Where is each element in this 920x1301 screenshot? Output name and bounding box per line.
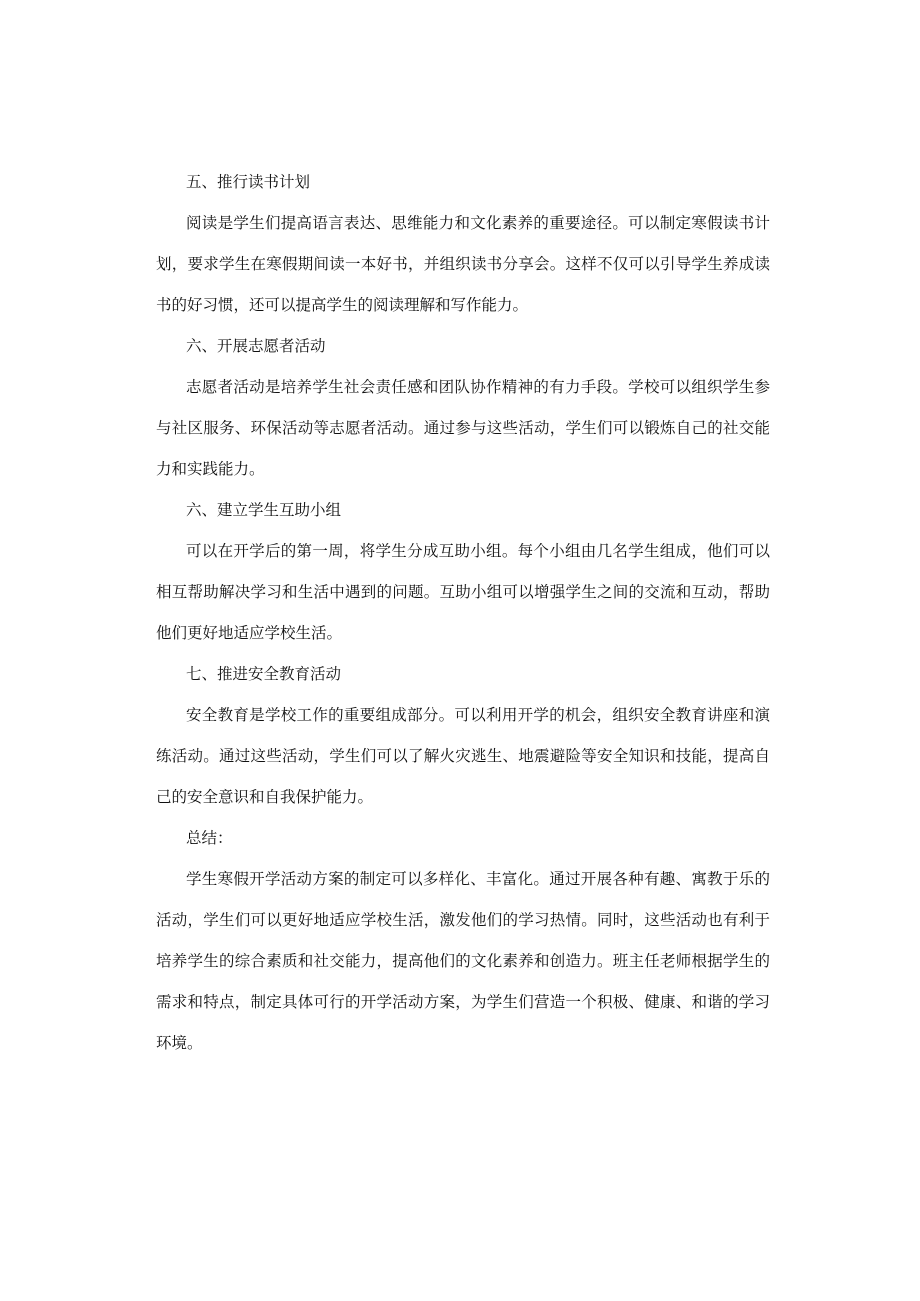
section-paragraph [156,536,770,648]
section-paragraph [156,864,770,1058]
paragraph-line: 培养学生的综合素质和社交能力，提高他们的文化素养和创造力。班主任老师根据学生的 [156,952,770,970]
paragraph-line: 划，要求学生在寒假期间读一本好书，并组织读书分享会。这样不仅可以引导学生养成读 [156,255,770,273]
section-paragraph [156,208,770,320]
section-heading: 六、建立学生互助小组 [186,501,342,519]
paragraph-line: 练活动。通过这些活动，学生们可以了解火灾逃生、地震避险等安全知识和技能，提高自 [156,747,770,765]
paragraph-line: 己的安全意识和自我保护能力。 [156,788,374,806]
paragraph-line: 学生寒假开学活动方案的制定可以多样化、丰富化。通过开展各种有趣、寓教于乐的 [186,870,770,888]
section-volunteer [156,331,770,484]
paragraph-line: 力和实践能力。 [156,460,265,478]
paragraph-line: 志愿者活动是培养学生社会责任感和团队协作精神的有力手段。学校可以组织学生参 [186,378,770,396]
paragraph-line: 相互帮助解决学习和生活中遇到的问题。互助小组可以增强学生之间的交流和互动，帮助 [156,583,770,601]
paragraph-line: 可以在开学后的第一周，将学生分成互助小组。每个小组由几名学生组成，他们可以 [186,542,770,560]
paragraph-line: 需求和特点，制定具体可行的开学活动方案，为学生们营造一个积极、健康、和谐的学习 [156,993,770,1011]
section-heading: 五、推行读书计划 [186,173,311,191]
section-reading-plan [156,167,770,320]
section-paragraph [156,700,770,812]
paragraph-line: 与社区服务、环保活动等志愿者活动。通过参与这些活动，学生们可以锻炼自己的社交能 [156,419,770,437]
paragraph-line: 阅读是学生们提高语言表达、思维能力和文化素养的重要途径。可以制定寒假读书计 [186,214,770,232]
paragraph-line: 书的好习惯，还可以提高学生的阅读理解和写作能力。 [156,296,529,314]
paragraph-line: 他们更好地适应学校生活。 [156,624,343,642]
paragraph-line: 安全教育是学校工作的重要组成部分。可以利用开学的机会，组织安全教育讲座和演 [186,706,770,724]
section-heading: 总结： [186,829,233,847]
section-heading: 七、推进安全教育活动 [186,665,342,683]
section-safety [156,659,770,812]
paragraph-line: 活动，学生们可以更好地适应学校生活，激发他们的学习热情。同时，这些活动也有利于 [156,911,770,929]
section-mutual-help [156,495,770,648]
section-summary [156,823,770,1058]
section-paragraph [156,372,770,484]
paragraph-line: 环境。 [156,1034,203,1052]
document-page [156,167,770,1069]
section-heading: 六、开展志愿者活动 [186,337,326,355]
